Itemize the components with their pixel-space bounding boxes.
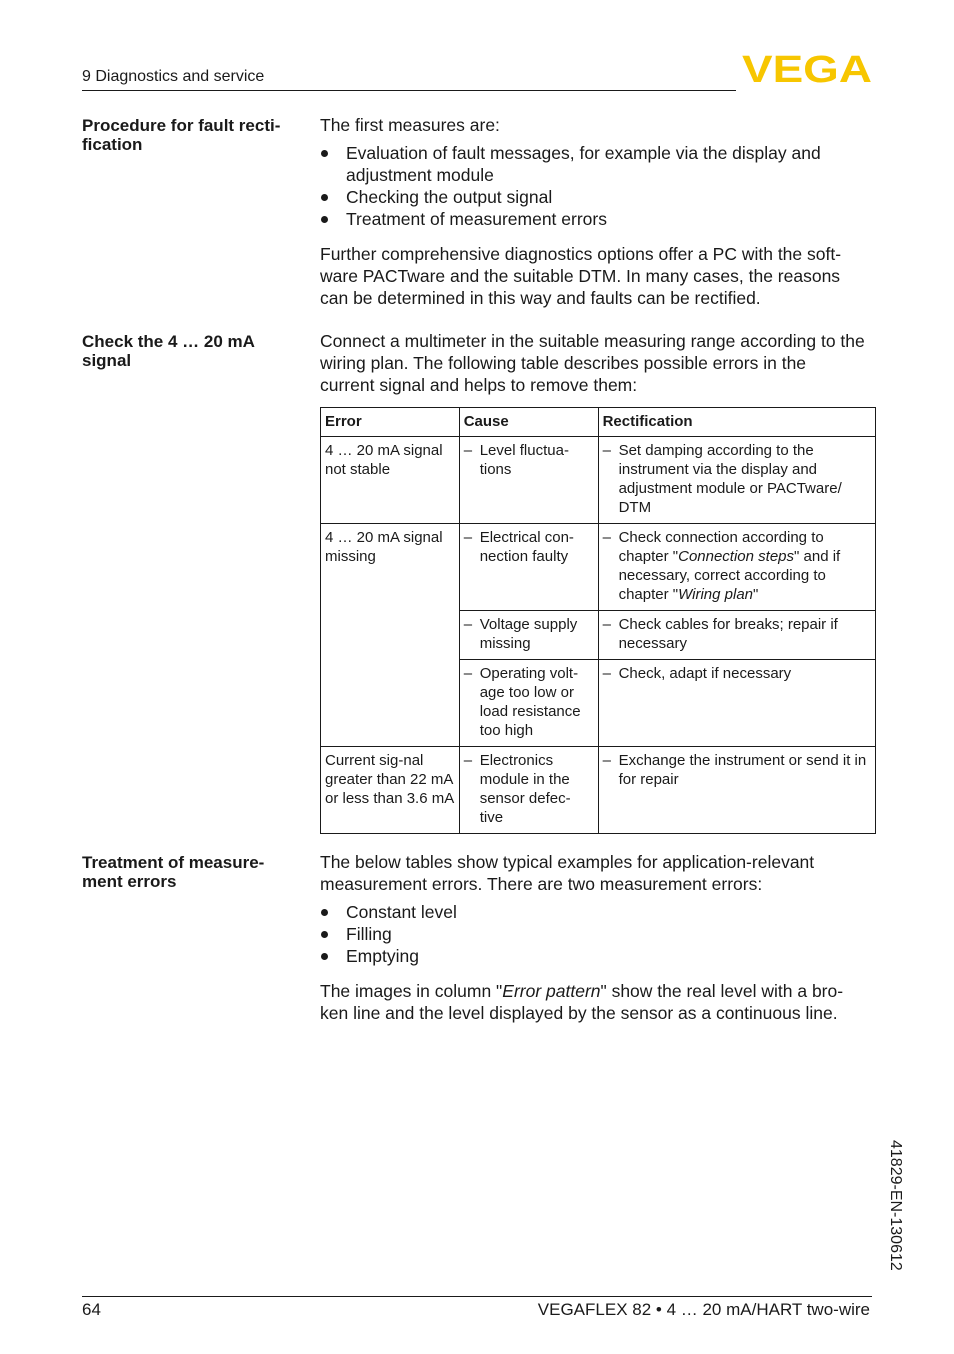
cause-cell: – Electrical con-nection faulty (459, 524, 598, 611)
list-item: Treatment of measurement errors (320, 208, 865, 230)
running-header: 9 Diagnostics and service (82, 68, 265, 85)
error-cell: 4 … 20 mA signal not stable (321, 437, 460, 524)
cause-cell: – Voltage supply missing (459, 611, 598, 660)
measurement-errors-body (320, 851, 865, 1024)
error-table (320, 407, 876, 834)
intro-text: The first measures are: (320, 115, 500, 135)
cause-cell: – Electronics module in the sensor defec-tive (459, 747, 598, 834)
check-signal-paragraph: Connect a multimeter in the suitable measuring range according to the wiring plan. The following table describes possible errors in the current signal and helps to remove them: (320, 331, 865, 395)
rectification-cell: – Exchange the instrument or send it in for repair (598, 747, 875, 834)
error-pattern-term: Error pattern (502, 981, 601, 1001)
rectification-cell: – Check, adapt if necessary (598, 660, 875, 747)
rectification-cell: – Check cables for breaks; repair if necessary (598, 611, 875, 660)
measurement-errors-paragraph: The below tables show typical examples for application-relevant measurement errors. There are two measurement errors: (320, 852, 815, 894)
heading-check-signal: Check the 4 … 20 mA signal (82, 332, 255, 370)
table-header-row (321, 408, 876, 437)
table-row (321, 747, 876, 834)
header-rule (82, 90, 736, 91)
footer-rule (82, 1296, 872, 1297)
error-pattern-paragraph: The images in column "Error pattern" show the real level with a bro-ken line and the level displayed by the sensor as a continuous line. (320, 981, 844, 1023)
list-item: Emptying (320, 945, 865, 967)
cause-cell: – Level fluctua-tions (459, 437, 598, 524)
rectification-cell: – Set damping according to the instrument via the display and adjustment module or PACTware/ DTM (598, 437, 875, 524)
measurement-situations-list (320, 901, 865, 967)
col-header-error: Error (321, 408, 460, 437)
error-cell: 4 … 20 mA signal missing (321, 524, 460, 747)
list-item: Filling (320, 923, 865, 945)
link-wiring-plan: Wiring plan (678, 586, 754, 603)
document-code: 41829-EN-130612 (887, 1140, 904, 1271)
first-measures-list (320, 142, 865, 230)
link-connection-steps: Connection steps (678, 548, 795, 565)
table-row (321, 524, 876, 611)
page-number: 64 (82, 1300, 101, 1319)
diagnostics-paragraph: Further comprehensive diagnostics options offer a PC with the soft-ware PACTware and the suitable DTM. In many cases, the reasons can be determined in this way and faults can be rectified. (320, 244, 842, 308)
col-header-rectification: Rectification (598, 408, 875, 437)
col-header-cause: Cause (459, 408, 598, 437)
heading-fault-rectification: Procedure for fault recti-fication (82, 116, 281, 154)
heading-measurement-errors: Treatment of measure-ment errors (82, 853, 265, 891)
vega-logo (742, 52, 872, 84)
product-name: VEGAFLEX 82 • 4 … 20 mA/HART two-wire (537, 1300, 870, 1319)
list-item: Evaluation of fault messages, for example via the display and adjustment module (320, 142, 865, 186)
list-item: Checking the output signal (320, 186, 865, 208)
fault-rectification-body (320, 114, 865, 309)
vega-logo-text: VEGA (742, 52, 872, 84)
error-cell: Current sig-nal greater than 22 mA or less than 3.6 mA (321, 747, 460, 834)
rectification-cell: – Check connection according to chapter "Connection steps" and if necessary, correct according to chapter "Wiring plan" (598, 524, 875, 611)
table-row (321, 437, 876, 524)
list-item: Constant level (320, 901, 865, 923)
cause-cell: – Operating volt-age too low or load resistance too high (459, 660, 598, 747)
